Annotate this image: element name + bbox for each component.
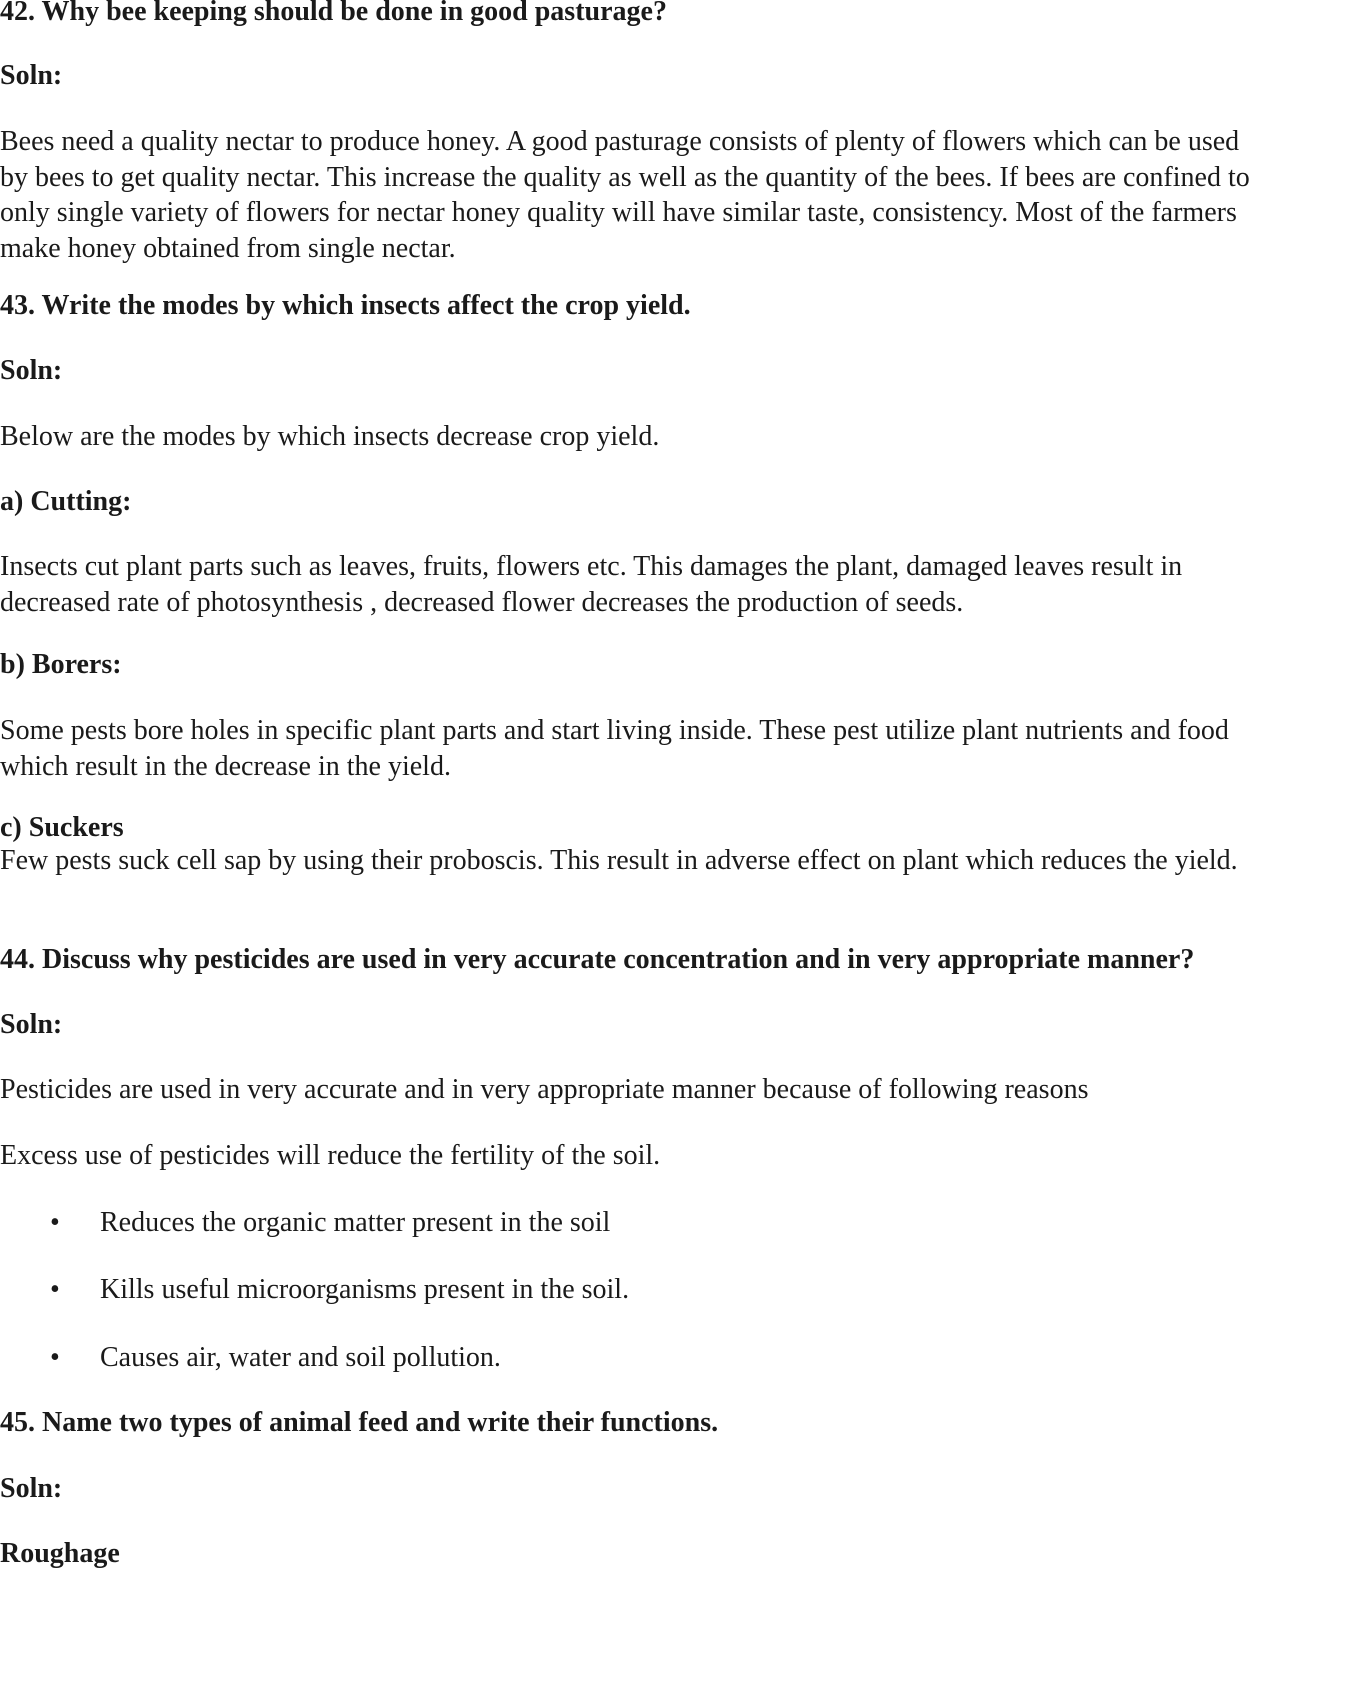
cutting-text — [0, 549, 1182, 620]
suckers-text — [0, 843, 1238, 879]
cutting-line: Insects cut plant parts such as leaves, fruits, flowers etc. This damages the plant, damaged leaves result in — [0, 551, 1183, 582]
bullet-icon: • — [50, 1274, 60, 1305]
bullet-icon: • — [50, 1207, 60, 1238]
list-item-text: Kills useful microorganisms present in the soil. — [100, 1274, 630, 1305]
list-item-text: Reduces the organic matter present in the soil — [100, 1207, 611, 1238]
answer-line: Bees need a quality nectar to produce honey. A good pasturage consists of plenty of flowers which can be used — [0, 126, 1240, 157]
question-42-heading: 42. Why bee keeping should be done in good pasturage? — [0, 0, 667, 27]
cutting-title: a) Cutting: — [0, 486, 132, 517]
question-44-excess: Excess use of pesticides will reduce the fertility of the soil. — [0, 1140, 661, 1171]
question-45-heading: 45. Name two types of animal feed and write their functions. — [0, 1407, 719, 1438]
question-42-soln-label: Soln: — [0, 60, 63, 91]
answer-line: make honey obtained from single nectar. — [0, 232, 456, 264]
cutting-line: decreased rate of photosynthesis , decreased flower decreases the production of seeds. — [0, 586, 964, 618]
question-43-soln-label: Soln: — [0, 355, 63, 386]
list-item-text: Causes air, water and soil pollution. — [100, 1342, 501, 1373]
borers-line: which result in the decrease in the yield. — [0, 750, 451, 782]
question-44-heading: 44. Discuss why pesticides are used in very accurate concentration and in very appropriate manner? — [0, 944, 1195, 975]
question-44-intro: Pesticides are used in very accurate and in very appropriate manner because of following reasons — [0, 1074, 1089, 1105]
suckers-title: c) Suckers — [0, 812, 124, 843]
question-43-heading: 43. Write the modes by which insects affect the crop yield. — [0, 290, 691, 321]
question-44-soln-label: Soln: — [0, 1009, 63, 1040]
borers-title: b) Borers: — [0, 649, 122, 680]
answer-line: by bees to get quality nectar. This increase the quality as well as the quantity of the bees. If bees are confined to — [0, 161, 1250, 193]
bullet-icon: • — [50, 1342, 60, 1373]
question-43-intro: Below are the modes by which insects decrease crop yield. — [0, 421, 660, 452]
borers-text — [0, 713, 1229, 784]
suckers-line: Few pests suck cell sap by using their proboscis. This result in adverse effect on plant which reduces the yield. — [0, 845, 1238, 876]
borers-line: Some pests bore holes in specific plant parts and start living inside. These pest utilize plant nutrients and food — [0, 715, 1229, 746]
question-45-soln-label: Soln: — [0, 1473, 63, 1504]
answer-line: only single variety of flowers for nectar honey quality will have similar taste, consistency. Most of the farmers — [0, 197, 1237, 228]
question-42-answer — [0, 124, 1250, 266]
roughage-subheading: Roughage — [0, 1538, 120, 1569]
